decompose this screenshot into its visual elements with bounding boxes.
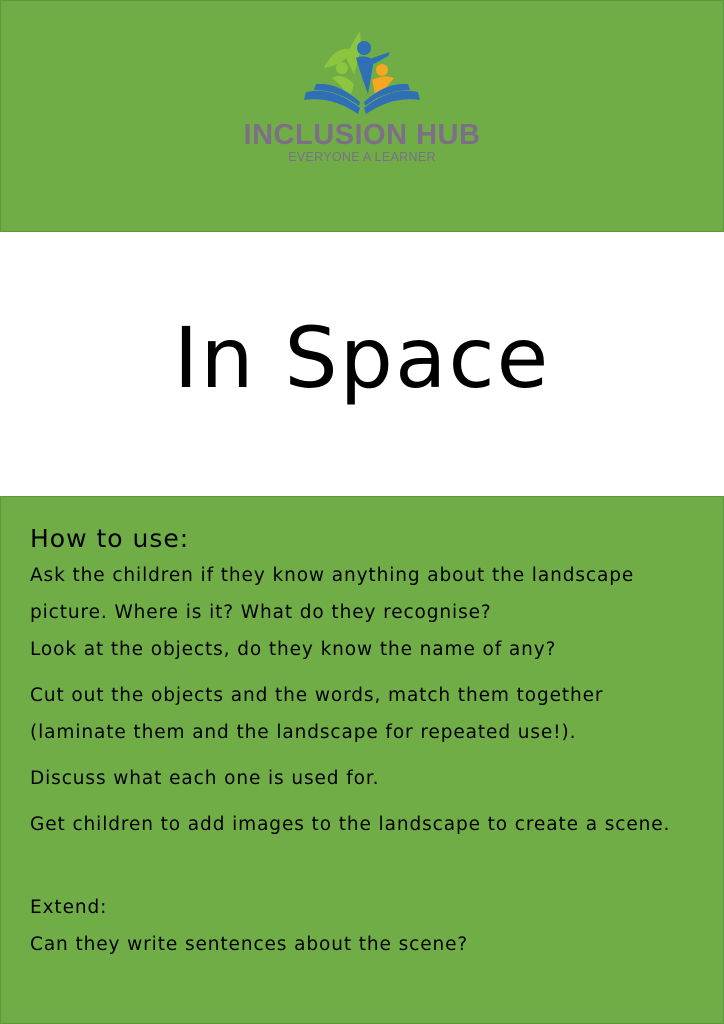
instruction-line: picture. Where is it? What do they recognise? bbox=[30, 602, 492, 623]
logo-title: INCLUSION HUB bbox=[243, 119, 481, 151]
instruction-line: Ask the children if they know anything about the landscape bbox=[30, 565, 635, 586]
extend-label: Extend: bbox=[30, 897, 108, 918]
instructions-section bbox=[30, 522, 710, 957]
open-book-people-icon bbox=[302, 28, 422, 118]
instruction-line: Get children to add images to the landscape to create a scene. bbox=[30, 814, 671, 835]
extend-line: Can they write sentences about the scene? bbox=[30, 934, 469, 955]
book-right-page bbox=[364, 91, 420, 114]
inclusion-hub-logo bbox=[230, 28, 494, 173]
instruction-line: Discuss what each one is used for. bbox=[30, 768, 380, 789]
instruction-line: Look at the objects, do they know the name of any? bbox=[30, 639, 557, 660]
logo-tagline: EVERYONE A LEARNER bbox=[288, 150, 436, 164]
blue-figure-arm bbox=[372, 52, 390, 64]
green-figure-head bbox=[336, 62, 348, 74]
blue-figure-head bbox=[357, 41, 371, 55]
instruction-line: Cut out the objects and the words, match them together bbox=[30, 685, 604, 706]
book-left-page bbox=[304, 91, 360, 114]
page-title: In Space bbox=[173, 309, 551, 407]
blue-figure-body bbox=[356, 56, 374, 94]
instruction-line: (laminate them and the landscape for repeated use!). bbox=[30, 722, 577, 743]
orange-figure-head bbox=[376, 64, 388, 76]
green-leaf-right bbox=[346, 32, 361, 74]
instructions-heading: How to use: bbox=[30, 524, 190, 553]
